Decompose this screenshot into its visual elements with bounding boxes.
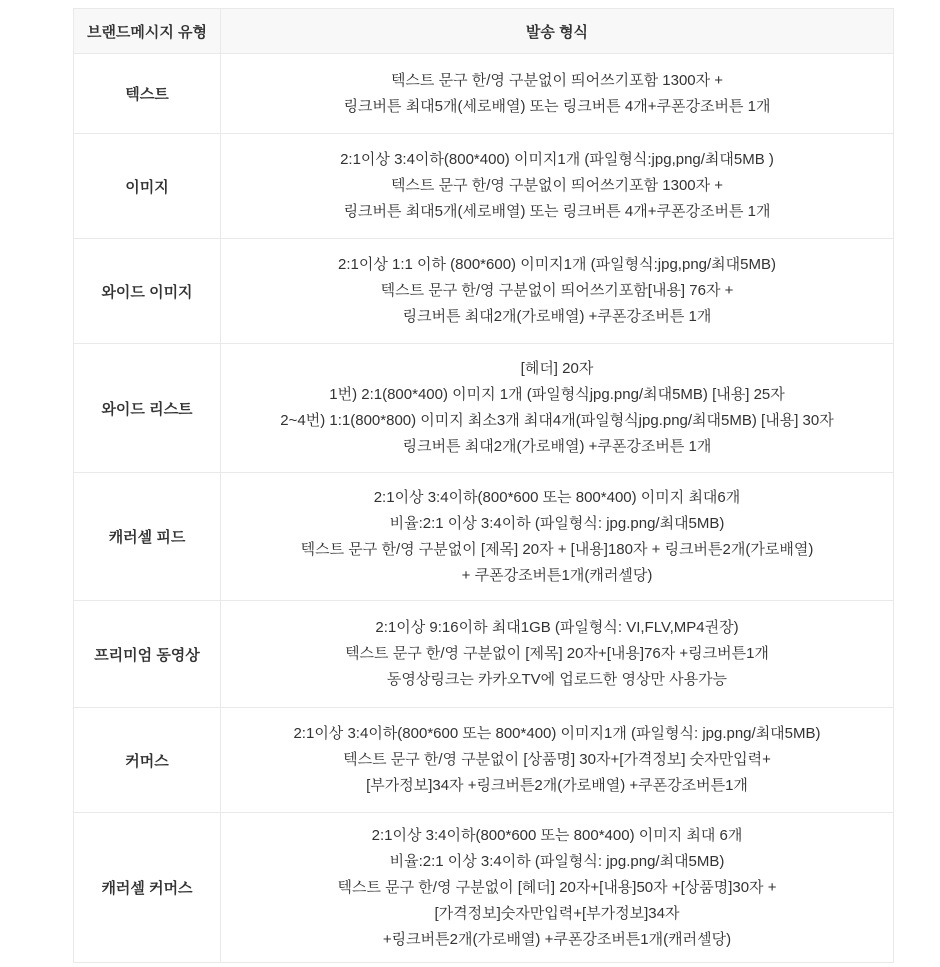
brand-message-spec-wrap [73, 8, 894, 963]
format-cell [221, 473, 894, 601]
format-line: 링크버튼 최대2개(가로배열) +쿠폰강조버튼 1개 [402, 438, 712, 455]
message-type-label: 커머스 [74, 708, 221, 813]
format-line: 텍스트 문구 한/영 구분없이 [헤더] 20자+[내용]50자 +[상품명]30자 + [337, 878, 777, 896]
format-cell [221, 239, 894, 344]
format-line: 텍스트 문구 한/영 구분없이 띄어쓰기포함 1300자 + [390, 71, 724, 89]
format-line: 텍스트 문구 한/영 구분없이 띄어쓰기포함[내용] 76자 + [380, 282, 734, 299]
format-line: 텍스트 문구 한/영 구분없이 [제목] 20자 + [내용]180자 + 링크버튼2개(가로배열) [300, 540, 814, 558]
format-line: 2:1이상 9:16이하 최대1GB (파일형식: VI,FLV,MP4권장) [375, 619, 739, 636]
message-type-label: 텍스트 [74, 54, 221, 134]
format-cell [221, 708, 894, 813]
format-line: 텍스트 문구 한/영 구분없이 [제목] 20자+[내용]76자 +링크버튼1개 [345, 645, 769, 662]
format-line: 2:1이상 3:4이하(800*600 또는 800*400) 이미지 최대6개 [373, 488, 741, 506]
format-line: 2:1이상 3:4이하(800*400) 이미지1개 (파일형식:jpg,png/최대5MB ) [340, 151, 774, 168]
format-line: 동영상링크는 카카오TV에 업로드한 영상만 사용가능 [386, 671, 728, 688]
format-line: 2:1이상 3:4이하(800*600 또는 800*400) 이미지 최대 6개 [371, 826, 743, 844]
table-row-text [74, 54, 894, 134]
message-type-label: 이미지 [74, 134, 221, 239]
message-type-label: 프리미엄 동영상 [74, 601, 221, 708]
format-cell [221, 601, 894, 708]
table-row-wide-image [74, 239, 894, 344]
message-type-label: 와이드 리스트 [74, 344, 221, 473]
format-cell [221, 134, 894, 239]
table-row-carousel-feed [74, 473, 894, 601]
format-cell [221, 54, 894, 134]
table-row-commerce [74, 708, 894, 813]
table-row-carousel-commerce [74, 813, 894, 963]
format-line: 텍스트 문구 한/영 구분없이 [상품명] 30자+[가격정보] 숫자만입력+ [343, 751, 771, 768]
format-line: 비율:2:1 이상 3:4이하 (파일형식: jpg.png/최대5MB) [389, 514, 725, 532]
format-line: 2:1이상 1:1 이하 (800*600) 이미지1개 (파일형식:jpg,png/최대5MB) [337, 256, 776, 273]
format-line: 링크버튼 최대5개(세로배열) 또는 링크버튼 4개+쿠폰강조버튼 1개 [343, 203, 771, 220]
brand-message-format-table [73, 8, 894, 963]
column-header-message-type: 브랜드메시지 유형 [74, 9, 221, 54]
message-type-label: 캐러셀 커머스 [74, 813, 221, 963]
format-cell [221, 813, 894, 963]
format-line: 텍스트 문구 한/영 구분없이 띄어쓰기포함 1300자 + [390, 177, 724, 194]
format-line: 1번) 2:1(800*400) 이미지 1개 (파일형식jpg.png/최대5MB) [내용] 25자 [329, 386, 785, 403]
format-line: [부가정보]34자 +링크버튼2개(가로배열) +쿠폰강조버튼1개 [366, 777, 748, 794]
table-row-wide-list [74, 344, 894, 473]
table-row-image [74, 134, 894, 239]
format-line: [헤더] 20자 [520, 360, 594, 377]
format-line: 링크버튼 최대5개(세로배열) 또는 링크버튼 4개+쿠폰강조버튼 1개 [343, 97, 771, 115]
format-line: 2:1이상 3:4이하(800*600 또는 800*400) 이미지1개 (파일형식: jpg.png/최대5MB) [293, 725, 821, 742]
format-line: +링크버튼2개(가로배열) +쿠폰강조버튼1개(캐러셀당) [382, 930, 732, 948]
format-line: 비율:2:1 이상 3:4이하 (파일형식: jpg.png/최대5MB) [389, 852, 725, 870]
table-header-row [74, 9, 894, 54]
column-header-send-format: 발송 형식 [221, 9, 894, 54]
format-line: [가격정보]숫자만입력+[부가정보]34자 [434, 904, 680, 922]
format-line: 링크버튼 최대2개(가로배열) +쿠폰강조버튼 1개 [402, 308, 712, 325]
format-cell [221, 344, 894, 473]
format-line: + 쿠폰강조버튼1개(캐러셀당) [461, 566, 653, 584]
table-row-premium-video [74, 601, 894, 708]
message-type-label: 캐러셀 피드 [74, 473, 221, 601]
format-line: 2~4번) 1:1(800*800) 이미지 최소3개 최대4개(파일형식jpg.png/최대5MB) [내용] 30자 [280, 412, 834, 429]
message-type-label: 와이드 이미지 [74, 239, 221, 344]
